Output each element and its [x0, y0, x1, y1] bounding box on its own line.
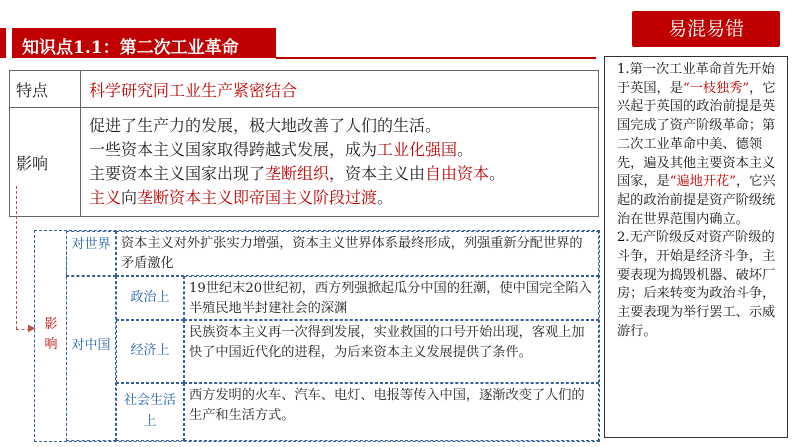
politics-label: 政治上: [116, 276, 184, 320]
connector-line-vertical: [16, 186, 17, 329]
influence-label: 影响: [44, 317, 58, 352]
section-title-bar: [0, 28, 276, 58]
impact-line-2: 一些资本主义国家取得跨越式发展，成为工业化强国。: [89, 140, 474, 159]
china-label: 对中国: [66, 276, 116, 441]
politics-text: 19世纪末20世纪初，西方列强掀起瓜分中国的狂潮，使中国完全陷入半殖民地半封建社会的深渊: [184, 276, 599, 320]
impact-value: [81, 108, 599, 217]
feature-header: 特点: [10, 71, 81, 108]
impact-row: [10, 108, 599, 217]
economy-text: 民族资本主义再一次得到发展，实业救国的口号开始出现，客观上加快了中国近代化的进程，为后来资本主义发展提供了条件。: [184, 320, 599, 383]
feature-row: [10, 71, 599, 108]
summary-table: [9, 70, 599, 217]
sidebar-paragraph-1: 1.第一次工业革命首先开始于英国，是“一枝独秀”，它兴起于英国的政治前提是英国完成了资产阶级革命；第二次工业革命中美、德领先，遍及其他主要资本主义国家，是“遍地开花”，它兴起的政治前提是资产阶级统治在世界范围内确立。: [617, 62, 776, 227]
sidebar-title: 易混易错: [632, 11, 780, 47]
society-text: 西方发明的火车、汽车、电灯、电报等传入中国，逐渐改变了人们的生产和生活方式。: [184, 383, 599, 441]
title-underline: [276, 57, 596, 59]
world-label: 对世界: [66, 231, 116, 276]
section-title: 知识点1.1：第二次工业革命: [22, 38, 239, 58]
impact-line-3: 主要资本主义国家出现了垄断组织，资本主义由自由资本。: [89, 164, 506, 183]
feature-value: 科学研究同工业生产紧密结合: [81, 71, 599, 108]
sidebar-box: [604, 56, 788, 438]
arrow-right-icon: ▶: [28, 323, 36, 334]
impact-line-4: 主义向垄断资本主义即帝国主义阶段过渡。: [89, 188, 394, 207]
world-text: 资本主义对外扩张实力增强，资本主义世界体系最终形成，列强重新分配世界的矛盾激化: [116, 231, 599, 276]
influence-frame: [34, 230, 600, 442]
impact-header: 影响: [10, 108, 81, 217]
title-accent: [6, 28, 12, 58]
sidebar-paragraph-2: 2.无产阶级反对资产阶级的斗争，开始是经济斗争，主要表现为捣毁机器、破坏厂房；后来转变为政治斗争，主要表现为举行罢工、示威游行。: [617, 230, 776, 339]
economy-label: 经济上: [116, 320, 184, 383]
impact-line-1: 促进了生产力的发展，极大地改善了人们的生活。: [89, 116, 442, 135]
society-label: 社会生活上: [116, 383, 184, 441]
